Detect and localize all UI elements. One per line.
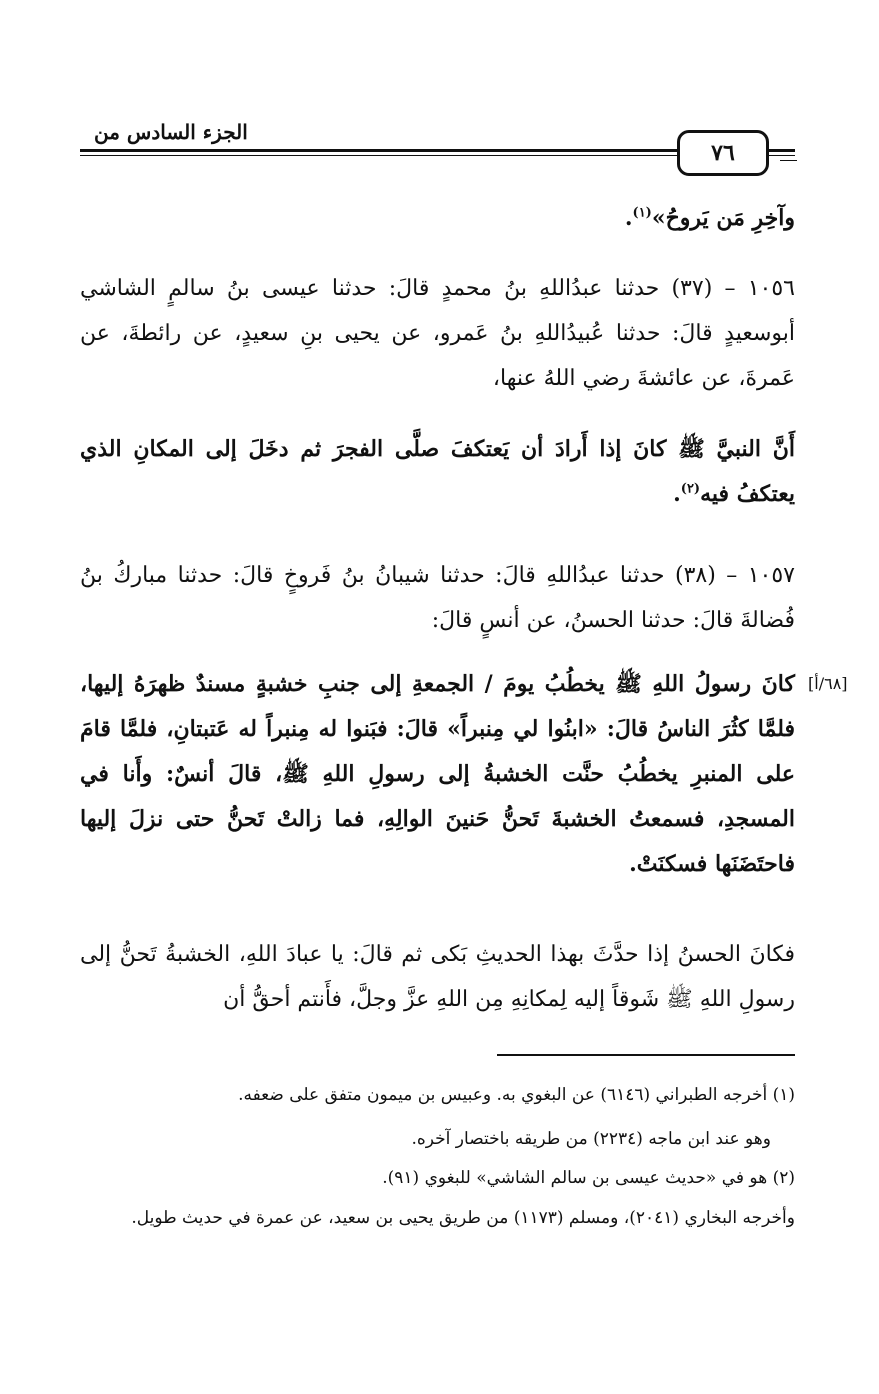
isnad-1057: ١٠٥٧ – (٣٨) حدثنا عبدُاللهِ قالَ: حدثنا شيبانُ بنُ فَروخٍ قالَ: حدثنا مباركُ بنُ فُضالةَ قالَ: حدثنا الحسنُ، عن أنسٍ قالَ: <box>80 563 795 633</box>
page-number: ٧٦ <box>711 140 735 166</box>
running-title: الجزء السادس من <box>90 120 252 144</box>
page-number-box <box>677 130 769 176</box>
isnad-1056: ١٠٥٦ – (٣٧) حدثنا عبدُاللهِ بنُ محمدٍ قالَ: حدثنا عيسى بنُ سالمٍ الشاشي أبوسعيدٍ قالَ: حدثنا عُبيدُاللهِ بنُ عَمرو، عن يحيى بنِ سعيدٍ، عن رائطةَ، عن عَمرةَ، عن عائشةَ رضي اللهُ عنها، <box>80 276 795 391</box>
footnote-ref: (٢) <box>680 481 701 497</box>
footnote-1: (١) أخرجه الطبراني (٦١٤٦) عن البغوي به. وعبيس بن ميمون متفق على ضعفه. <box>238 1085 795 1105</box>
hadith-1057: كانَ رسولُ اللهِ ﷺ يخطُبُ يومَ / الجمعةِ إلى جنبِ خشبةٍ مسندٌ ظهرَهُ إليها، فلمَّا كثُرَ الناسُ قالَ: «ابنُوا لي مِنبراً» قالَ: فبَنوا له مِنبراً له عَتبتانِ، فلمَّا قامَ على المنبرِ يخطُبُ حنَّت الخشبةُ إلى رسولِ اللهِ ﷺ، قالَ أنسٌ: وأَنا في المسجدِ، فسمعتُ الخشبةَ تَحنُّ حَنينَ الوالِهِ، فما زالتْ تَحنُّ حتى نزلَ إليها فاحتَضَنَها فسكنَتْ. <box>80 671 795 877</box>
margin-folio-note: [٦٨/أ] <box>808 674 848 693</box>
commentary-hasan: فكانَ الحسنُ إذا حدَّثَ بهذا الحديثِ بَكى ثم قالَ: يا عبادَ اللهِ، الخشبةُ تَحنُّ إلى رسولِ اللهِ ﷺ شَوقاً إليه لِمكانِهِ مِن اللهِ عزَّ وجلَّ، فأَنتم أحقُّ أن <box>80 942 795 1012</box>
footnote-1-cont: وهو عند ابن ماجه (٢٢٣٤) من طريقه باختصار آخره. <box>411 1129 771 1149</box>
hadith-1056: أَنَّ النبيَّ ﷺ كانَ إذا أَرادَ أن يَعتكفَ صلَّى الفجرَ ثم دخَلَ إلى المكانِ الذي يعتكفُ فيه$^{(٢)}$. <box>80 436 795 507</box>
footnote-2: (٢) هو في «حديث عيسى بن سالم الشاشي» للبغوي (٩١). <box>382 1168 795 1188</box>
footnote-separator <box>497 1054 795 1056</box>
header-rule-ornament <box>780 160 797 161</box>
footnote-2-cont: وأخرجه البخاري (٢٠٤١)، ومسلم (١١٧٣) من طريق يحيى بن سعيد، عن عمرة في حديث طويل. <box>131 1208 795 1228</box>
footnote-ref: (١) <box>632 205 652 221</box>
paragraph-continuation: وآخِرِ مَن يَروحُ»$^{(١)}$. <box>624 205 795 231</box>
page-header <box>80 118 795 178</box>
